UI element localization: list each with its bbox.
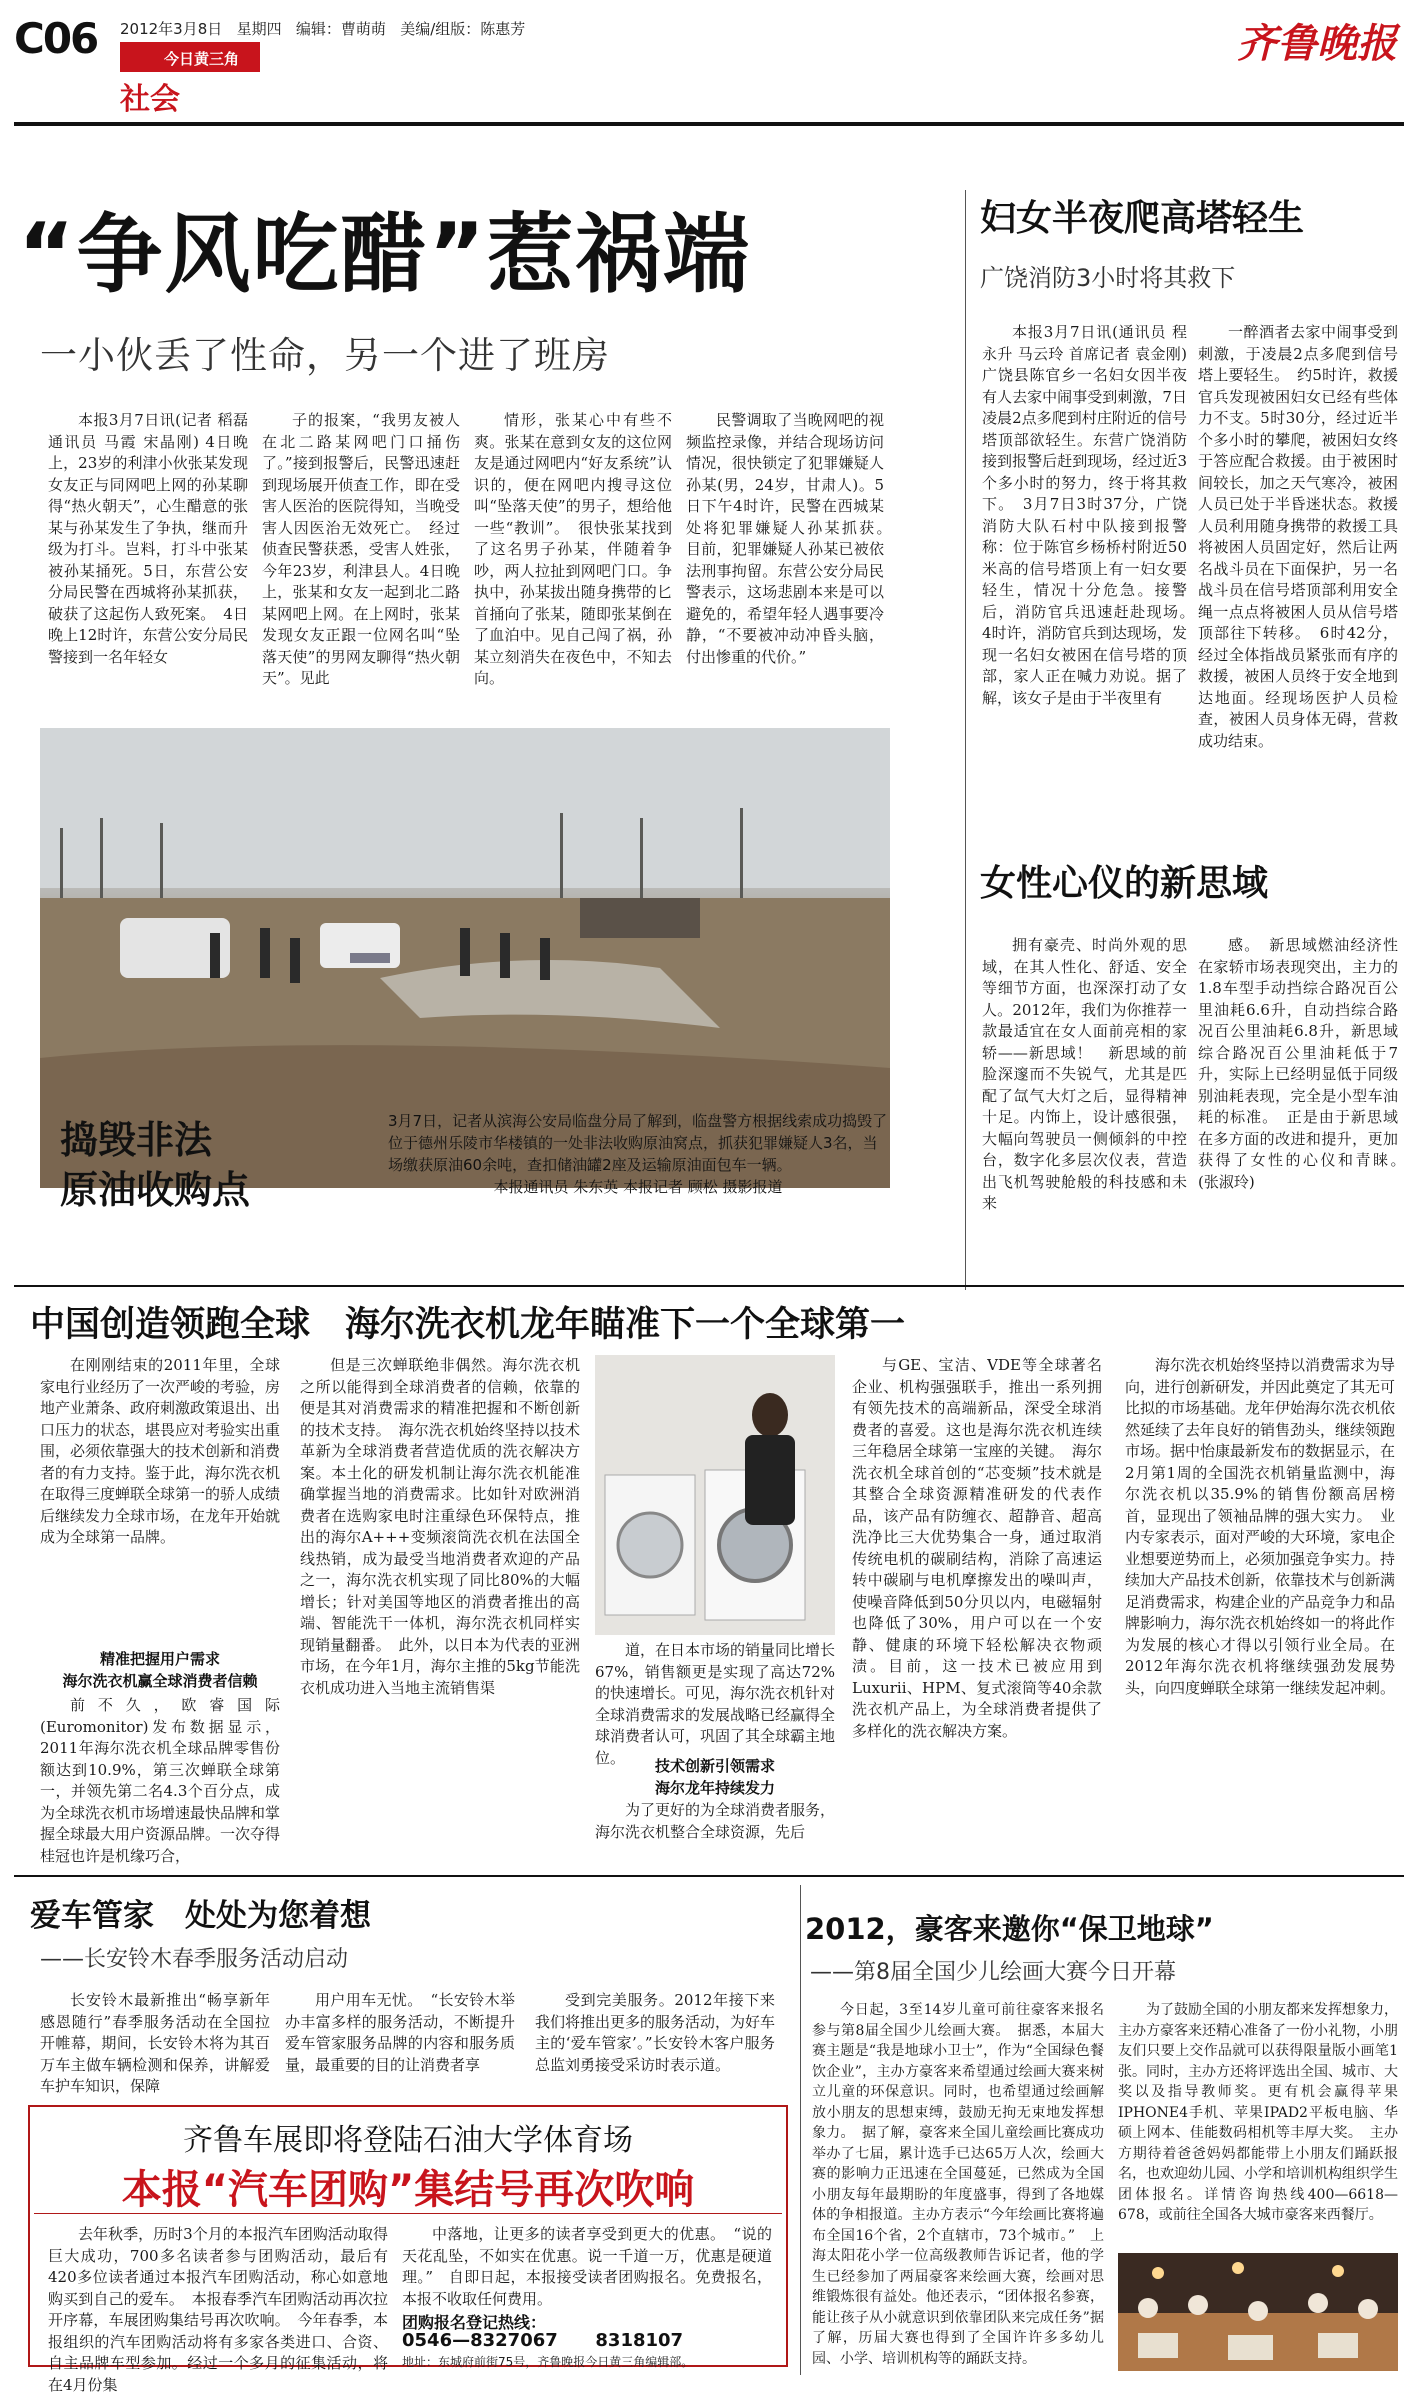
tuangou-address: 地址：东城府前街75号，齐鲁晚报今日黄三角编辑部。 bbox=[402, 2355, 694, 2369]
haier-col-3: 道，在日本市场的销量同比增长67%，销售额更是实现了高达72%的快速增长。可见，海尔洗衣机针对全球消费需求的发展战略已经赢得全球消费者认可，巩固了其全球霸主地位。 bbox=[595, 1641, 836, 1767]
tuangou-rule bbox=[34, 2213, 782, 2214]
lead-headline: “争风吃醋”惹祸端 bbox=[18, 205, 752, 305]
tuangou-hotline-label: 团购报名登记热线： bbox=[402, 2313, 547, 2332]
designer-credit: 美编/组版：陈惠芳 bbox=[400, 20, 526, 38]
earth-col-1: 今日起，3至14岁儿童可前往豪客来报名参与第8届全国少儿绘画大赛。 据悉，本届大赛主题是“我是地球小卫士”，作为“全国绿色餐饮企业”，主办方豪客来希望通过绘画大赛来树立儿童的环保意识。同时，也希望通过绘画解放小朋友的思想束缚，鼓励无拘无束地发挥想象力。 据了解，豪客来全国儿童绘画比赛成功举办了七届，累计选手已达65万人次，绘画大赛的影响力正迅速在全国蔓延，已然成为全国小朋友每年最期盼的年度盛事，得到了各地媒体的争相报道。主办方表示“今年绘画比赛将遍布全国16个省，2个直辖市，73个城市。” 上海太阳花小学一位高级教师告诉记者，他的学生已经参加了两届豪客来绘画大赛，绘画对思维锻炼很有益处。他还表示，“团体报名参赛，能让孩子从小就意识到依靠团队来完成任务”据了解，历届大赛也得到了全国许许多多幼儿园、小学、培训机构等的踊跃支持。 bbox=[812, 2002, 1104, 2367]
photo-credit: 本报通讯员 朱东英 本报记者 顾松 摄影报道 bbox=[493, 1178, 783, 1196]
tuangou-col-1: 去年秋季，历时3个月的本报汽车团购活动取得巨大成功，700多名读者参与团购活动，最后有420多位读者通过本报汽车团购活动，称心如意地购买到自己的爱车。 本报春季汽车团购活动再次拉开序幕，车展团购集结号再次吹响。 今年春季，本报组织的汽车团购活动将有多家各类进口、合资、自主品牌车型参加。经过一个多月的征集活动，将在4月份集 bbox=[48, 2225, 388, 2394]
changan-col-2: 用户用车无忧。 “长安铃木举办丰富多样的服务活动，不断提升爱车管家服务品牌的内容和服务质量，最重要的目的让消费者享 bbox=[285, 1991, 515, 2074]
haier-col-1b: 前不久，欧睿国际(Euromonitor)发布数据显示，2011年海尔洗衣机全球品牌零售份额达到10.9%，第三次蝉联全球第一，并领先第二名4.3个百分点，成为全球洗衣机市场增速最快品牌和掌握全球最大用户资源品牌。一次夺得桂冠也许是机缘巧合， bbox=[40, 1696, 281, 1865]
lower-column-divider bbox=[800, 1885, 801, 2375]
lower-rule bbox=[14, 1875, 1404, 1877]
masthead-logo: 齐鲁晚报 bbox=[1237, 20, 1397, 67]
earth-event-photo bbox=[1118, 2253, 1398, 2371]
tuangou-phones bbox=[402, 2330, 772, 2351]
section-tag: 今日黄三角 bbox=[120, 42, 260, 72]
section-name: 社会 bbox=[120, 82, 180, 117]
haier-col-1: 在刚刚结束的2011年里，全球家电行业经历了一次严峻的考验，房地产业萧条、政府刺激政策退出、出口压力的状态，堪畏应对考验实出重围，必须依靠强大的技术创新和消费者的有力支持。鉴于此，海尔洗衣机在取得三度蝉联全球第一的骄人成绩后继续发力全球市场，在龙年开始就成为全球第一品牌。 bbox=[40, 1356, 281, 1546]
changan-subhead: ——长安铃木春季服务活动启动 bbox=[40, 1947, 349, 1972]
issue-date: 2012年3月8日 bbox=[120, 20, 223, 38]
kids-drawing-illustration bbox=[1118, 2253, 1398, 2371]
lead-col-3: 情形，张某心中有些不爽。张某在意到女友的这位网友是通过网吧内“好友系统”认识的，便在网吧内搜寻这位叫“坠落天使”的男子，想给他一些“教训”。 很快张某找到了这名男子孙某，伴随着争吵，两人拉扯到网吧门口。争执中，孙某拔出随身携带的匕首捅向了张某，随即张某倒在了血泊中。见自己闯了祸，孙某立刻消失在夜色中，不知去向。 bbox=[474, 411, 672, 687]
tuangou-phone-2: 8318107 bbox=[595, 2330, 684, 2351]
haier-col-2: 但是三次蝉联绝非偶然。海尔洗衣机之所以能得到全球消费者的信赖，依靠的便是其对消费需求的精准把握和不断创新的技术支持。 海尔洗衣机始终坚持以技术革新为全球消费者营造优质的洗衣解决方案。本土化的研发机制让海尔洗衣机能准确掌握当地的消费需求。比如针对欧洲消费者在选购家电时注重绿色环保特点，推出的海尔A+++变频滚筒洗衣机在法国全线热销，成为最受当地消费者欢迎的产品之一，海尔洗衣机实现了同比80%的大幅增长；针对美国等地区的消费者推出的高端、智能洗干一体机，海尔洗衣机同样实现销量翻番。 此外，以日本为代表的亚洲市场，在今年1月，海尔主推的5kg节能洗衣机成功进入当地主流销售渠 bbox=[300, 1356, 580, 1697]
column-divider bbox=[965, 190, 966, 1290]
changan-col-3: 受到完美服务。2012年接下来我们将推出更多的服务活动，为好车主的‘爱车管家’。”长安铃木客户服务总监刘勇接受采访时表示道。 bbox=[535, 1991, 776, 2074]
changan-col-1: 长安铃木最新推出“畅享新年 感恩随行”春季服务活动在全国拉开帷幕，期间，长安铃木将为其百万车主做车辆检测和保养，讲解爱车护车知识，保障 bbox=[40, 1991, 270, 2095]
tower-col-2: 一醉酒者去家中闹事受到刺激，于凌晨2点多爬到信号塔上要轻生。 约5时许，救援官兵发现被困妇女已经有些体力不支。5时30分，经过近半个多小时的攀爬，被困妇女终于答应配合救援。由于被困时间较长，加之天气寒冷，被困人员已处于半昏迷状态。救援人员利用随身携带的救援工具将被困人员固定好，然后让两名战斗员在下面保护，另一名战斗员在信号塔顶部利用安全绳一点点将被困人员从信号塔顶部往下转移。 6时42分，经过全体指战员紧张而有序的救援，被困人员终于安全地到达地面。经现场医护人员检查，被困人员身体无碍，营救成功结束。 bbox=[1198, 323, 1398, 750]
haier-col-3b: 为了更好的为全球消费者服务，海尔洗衣机整合全球资源，先后 bbox=[595, 1801, 836, 1841]
haier-col-1-subhead-2: 海尔洗衣机赢全球消费者信赖 bbox=[62, 1672, 258, 1690]
tuangou-col-2: 中落地，让更多的读者享受到更大的优惠。 “说的天花乱坠，不如实在优惠。说一千道一万，优惠是硬道理。” 自即日起，本报接受读者团购报名。免费报名，本报不收取任何费用。 bbox=[402, 2225, 772, 2308]
issue-weekday: 星期四 bbox=[236, 20, 282, 38]
mid-rule bbox=[14, 1285, 1404, 1287]
haier-col-3-subhead-2: 海尔龙年持续发力 bbox=[654, 1779, 775, 1797]
tuangou-top-line: 齐鲁车展即将登陆石油大学体育场 bbox=[183, 2123, 633, 2158]
haier-washer-photo bbox=[595, 1355, 835, 1635]
tuangou-headline: 本报“汽车团购”集结号再次吹响 bbox=[121, 2167, 695, 2213]
changan-headline: 爱车管家 处处为您着想 bbox=[30, 1898, 371, 1934]
earth-subhead: ——第8届全国少儿绘画大赛今日开幕 bbox=[810, 1960, 1176, 1985]
haier-headline: 中国创造领跑全球 海尔洗衣机龙年瞄准下一个全球第一 bbox=[30, 1305, 906, 1345]
haier-col-1-subhead-1: 精准把握用户需求 bbox=[99, 1650, 220, 1668]
haier-col-3-subhead-1: 技术创新引领需求 bbox=[654, 1757, 775, 1775]
photo-caption-text: 3月7日，记者从滨海公安局临盘分局了解到，临盘警方根据线索成功捣毁了位于德州乐陵市华楼镇的一处非法收购原油窝点，抓获犯罪嫌疑人3名，当场缴获原油60余吨，查扣储油罐2座及运输原油面包车一辆。 bbox=[388, 1112, 888, 1174]
washer-illustration bbox=[595, 1355, 835, 1635]
tuangou-phone-1: 0546—8327067 bbox=[402, 2330, 558, 2351]
car-headline: 女性心仪的新思域 bbox=[980, 863, 1269, 904]
photo-caption bbox=[388, 1110, 888, 1198]
tower-col-1: 本报3月7日讯(通讯员 程永升 马云玲 首席记者 袁金刚) 广饶县陈官乡一名妇女因半夜有人去家中闹事受到刺激，7日凌晨2点多爬到村庄附近的信号塔顶部欲轻生。东营广饶消防接到报警后赶到现场，经过近3个多小时的努力，终于将其救下。 3月7日3时37分，广饶消防大队石村中队接到报警称：位于陈官乡杨桥村附近50米高的信号塔顶上有一妇女要轻生，情况十分危急。接警后，消防官兵迅速赶赴现场。 4时许，消防官兵到达现场，发现一名妇女被困在信号塔的顶部，家人正在喊力劝说。据了解，该女子是由于半夜里有 bbox=[982, 323, 1203, 707]
photo-title bbox=[60, 1115, 250, 1215]
lead-deck: 一小伙丢了性命，另一个进了班房 bbox=[40, 334, 610, 377]
page-number: C06 bbox=[14, 14, 98, 63]
photo-title-line2: 原油收购点 bbox=[60, 1168, 251, 1212]
header-meta bbox=[120, 18, 525, 39]
car-col-1: 拥有豪壳、时尚外观的思域，在其人性化、舒适、安全等细节方面，也深深打动了女人。2012年，我们为你推荐一款最适宜在女人面前亮相的家轿——新思域！ 新思域的前脸深邃而不失锐气，尤其是匹配了氙气大灯之后，显得精神十足。内饰上，设计感很强，大幅向驾驶员一侧倾斜的中控台，数字化多层次仪表，营造出飞机驾驶舱般的科技感和未来 bbox=[982, 936, 1187, 1212]
car-col-2: 感。 新思域燃油经济性在家轿市场表现突出，主力的1.8车型手动挡综合路况百公里油耗6.6升，自动挡综合路况百公里油耗6.8升，新思域综合路况百公里油耗低于7升，实际上已经明显低于同级别油耗表现，完全是小型车油耗的标准。 正是由于新思域在多方面的改进和提升，更加获得了女性的心仪和青睐。 (张淑玲) bbox=[1198, 936, 1414, 1191]
tower-headline: 妇女半夜爬高塔轻生 bbox=[980, 198, 1305, 239]
lead-col-4: 民警调取了当晚网吧的视频监控录像，并结合现场访问情况，很快锁定了犯罪嫌疑人孙某(男，24岁，甘肃人)。5日下午4时许，民警在西城某处将犯罪嫌疑人孙某抓获。 目前，犯罪嫌疑人孙某已被依法刑事拘留。东营公安分局民警表示，这场悲剧本来是可以避免的，希望年轻人遇事要冷静，“不要被冲动冲昏头脑，付出惨重的代价。” bbox=[686, 411, 900, 666]
earth-headline: 2012，豪客来邀你“保卫地球” bbox=[805, 1912, 1214, 1946]
photo-title-line1: 捣毁非法 bbox=[60, 1118, 213, 1162]
lead-col-2: 子的报案，“我男友被人在北二路某网吧门口捅伤了。”接到报警后，民警迅速赶到现场展开侦查工作，即在受害人医治的医院得知，当晚受害人因医治无效死亡。 经过侦查民警获悉，受害人姓张，今年23岁，利津县人。4日晚上，张某和女友一起到北二路某网吧上网。在上网时，张某发现女友正跟一位网名叫“坠落天使”的男网友聊得“热火朝天”。见此 bbox=[262, 411, 460, 687]
haier-col-4: 与GE、宝洁、VDE等全球著名企业、机构强强联手，推出一系列拥有领先技术的高端新品，深受全球消费者的喜爱。这也是海尔洗衣机连续三年稳居全球第一宝座的关键。 海尔洗衣机全球首创的“芯变频”技术就是其整合全球资源精准研发的代表作品，该产品有防缠衣、超静音、超高洗净比三大优势集合一身，通过取消传统电机的碳刷结构，消除了高速运转中碳刷与电机摩擦发出的噪叫声，使噪音降低到50分贝以内，电磁辐射也降低了30%，用户可以在一个安静、健康的环境下轻松解决衣物顽渍。目前，这一技术已被应用到Luxurii、HPM、复式滚筒等40余款洗衣机产品上，为全球消费者提供了多样化的洗衣解决方案。 bbox=[852, 1356, 1102, 1740]
editor-credit: 编辑：曹萌萌 bbox=[295, 20, 386, 38]
tower-subhead: 广饶消防3小时将其救下 bbox=[980, 264, 1236, 292]
earth-col-2: 为了鼓励全国的小朋友都来发挥想象力，主办方豪客来还精心准备了一份小礼物，小朋友们只要上交作品就可以获得限量版小画笔1张。同时，主办方还将评选出全国、城市、大奖以及指导教师奖。更有机会赢得苹果IPHONE4手机、苹果IPAD2平板电脑、华硕上网本、佳能数码相机等丰厚大奖。 主办方期待着爸爸妈妈都能带上小朋友们踊跃报名，也欢迎幼儿园、小学和培训机构组织学生团体报名。详情咨询热线400—6618—678，或前往全国各大城市豪客来西餐厅。 bbox=[1118, 2002, 1398, 2223]
header-rule bbox=[14, 122, 1404, 126]
lead-col-1: 本报3月7日讯(记者 稻磊 通讯员 马霞 宋晶刚) 4日晚上，23岁的利津小伙张某发现女友正与同网吧上网的孙某聊得“热火朝天”，心生醋意的张某与孙某发生了争执，继而升级为打斗。岂料，打斗中张某被孙某捅死。5日，东营公安分局民警在西城将孙某抓获，破获了这起伤人致死案。 4日晚上12时许，东营公安分局民警接到一名年轻女 bbox=[48, 411, 248, 666]
haier-col-5: 海尔洗衣机始终坚持以消费需求为导向，进行创新研发，并因此奠定了其无可比拟的市场基础。龙年伊始海尔洗衣机依然延续了去年良好的销售劲头，继续领跑市场。据中怡康最新发布的数据显示，在2月第1周的全国洗衣机销量监测中，海尔洗衣机以35.9%的销售份额高居榜首，显现出了领袖品牌的强大实力。 业内专家表示，面对严峻的大环境，家电企业想要逆势而上，必须加强竞争实力。持续加大产品技术创新，依靠技术与创新满足消费需求，构建企业的产品竞争力和品牌影响力，海尔洗衣机始终如一的将此作为发展的核心才得以引领行业全局。在2012年海尔洗衣机将继续强劲发展势头，向四度蝉联全球第一继续发起冲刺。 bbox=[1125, 1356, 1396, 1697]
